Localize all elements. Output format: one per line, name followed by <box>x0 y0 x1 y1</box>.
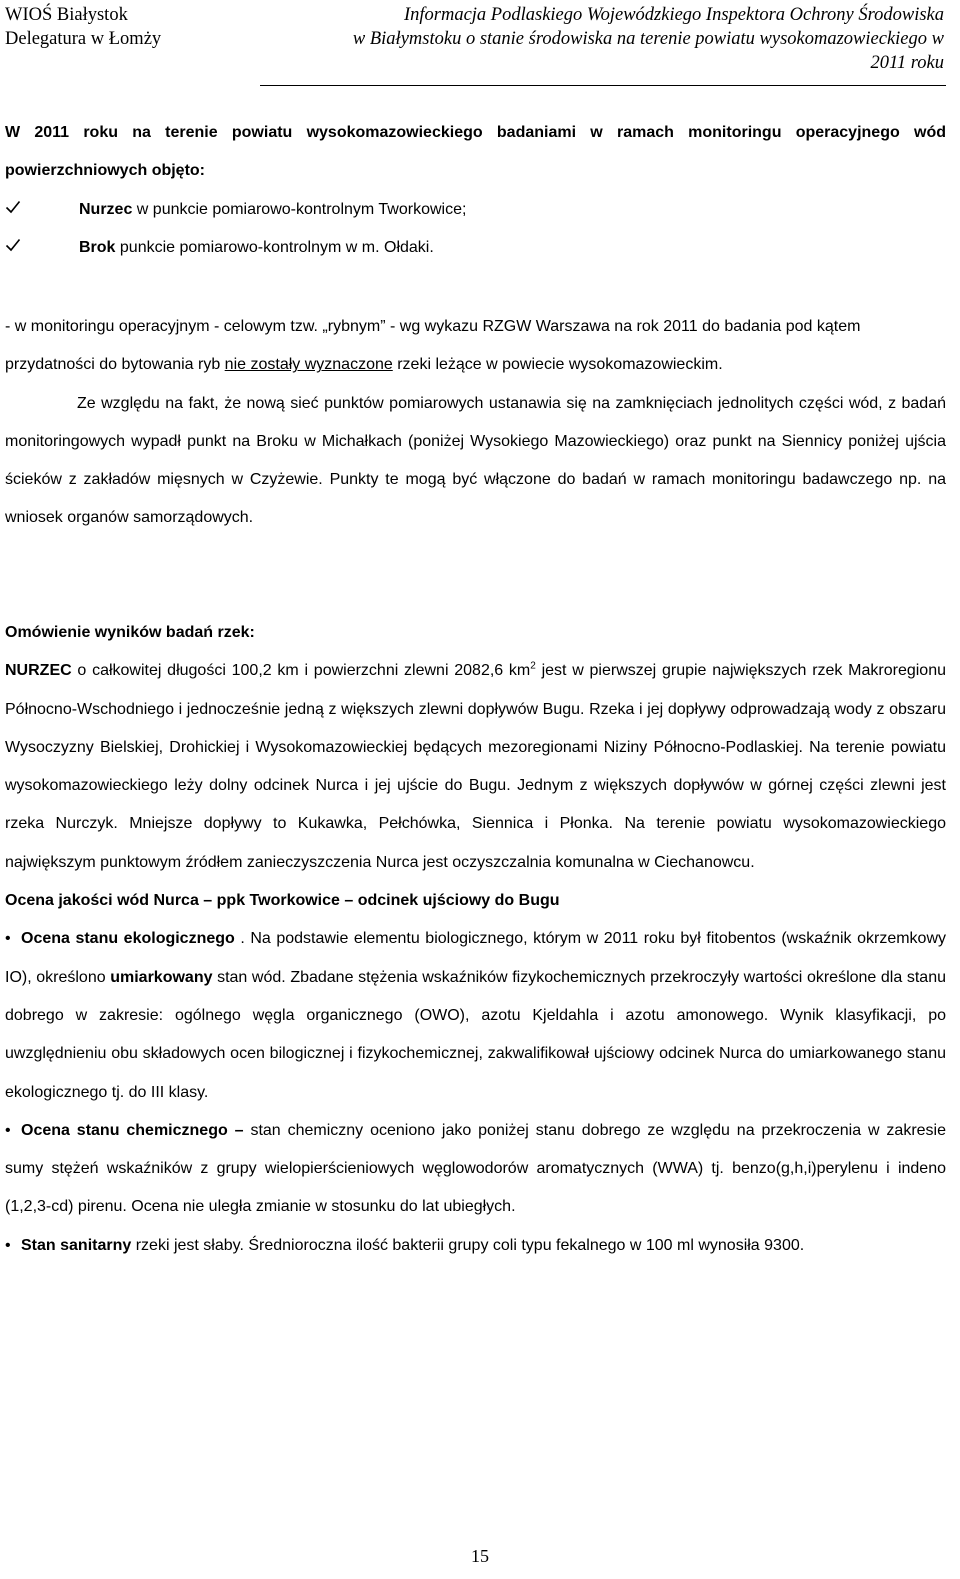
paragraph-text: jest w pierwszej grupie największych rzek Makroregionu Północno-Wschodniego i jednocześnie jedną z większych zlewni dopływów Bugu. Rzeka i jej dopływy odprowadzają wody z obszaru Wysoczyzny Bielskiej, Drohickiej i Wysokomazowieckiej będących mezoregionami Niziny Północno-Podlaskiej. Na terenie powiatu wysokomazowieckiego leży dolny odcinek Nurca i jej ujście do Bugu. Jednym z większych dopływów w górnej części zlewni jest rzeka Nurczyk. Mniejsze dopływy to Kukawka, Pełchówka, Siennica i Płonka. Na terenie powiatu wysokomazowieckiego największym punktowym źródłem zanieczyszczenia Nurca jest oczyszczalnia komunalna w Ciechanowcu. <box>5 662 947 871</box>
page-number: 15 <box>471 1546 489 1566</box>
paragraph-text: o całkowitej długości 100,2 km i powierzchni zlewni 2082,6 km <box>71 662 531 680</box>
header-organization <box>5 3 161 51</box>
bullet-icon: • <box>5 930 11 948</box>
monitoring-paragraph <box>5 308 946 385</box>
paragraph-text: stan chemiczny oceniono jako poniżej stanu dobrego ze względu na przekroczenia w zakresie sumy stężeń wskaźników z grupy wielopierścieniowych węglowodorów aromatycznych (WWA) tj. benzo(g,h,i)perylenu i indeno (1,2,3-cd) pirenu. Ocena nie uległa zmianie w stosunku do lat ubiegłych. <box>5 1121 947 1216</box>
check-mark-icon <box>5 229 25 267</box>
quality-heading-text: Ocena jakości wód Nurca – ppk Tworkowice – odcinek ujściowy do Bugu <box>5 892 560 910</box>
river-name: Nurzec <box>79 200 133 218</box>
status-value: umiarkowany <box>110 968 213 986</box>
dash: – <box>227 1121 251 1139</box>
page-header <box>0 0 960 88</box>
ecological-status-paragraph <box>5 920 946 1111</box>
list-item-text: w punkcie pomiarowo-kontrolnym Tworkowice; <box>132 200 467 218</box>
list-item-text: punkcie pomiarowo-kontrolnym w m. Ołdaki. <box>115 238 434 256</box>
river-name: Brok <box>79 238 116 256</box>
header-title-line: w Białymstoku o stanie środowiska na terenie powiatu wysokomazowieckiego w <box>352 29 944 49</box>
intro-heading: W 2011 roku na terenie powiatu wysokomazowieckiego badaniami w ramach monitoringu operacyjnego wód powierzchniowych objęto: <box>5 124 946 180</box>
chemical-status-paragraph <box>5 1112 946 1227</box>
monitoring-section <box>5 308 946 538</box>
header-title-line: 2011 roku <box>870 53 944 73</box>
paragraph-text: stan wód. Zbadane stężenia wskaźników fizykochemicznych przekroczyły wartości określone dla stanu dobrego w zakresie: ogólnego węgla organicznego (OWO), azotu Kjeldahla i azotu amonowego. Wynik klasyfikacji, po uwzględnieniu obu składowych ocen bilogicznej i fizykochemicznej, zakwalifikował ujściowy odcinek Nurca do umiarkowanego stanu ekologicznego tj. do III klasy. <box>5 968 946 1101</box>
header-org-name: WIOŚ Białystok <box>5 5 128 25</box>
header-divider <box>260 85 946 86</box>
nurzec-paragraph <box>5 652 946 882</box>
paragraph-text: rzeki jest słaby. Średnioroczna ilość bakterii grupy coli typu fekalnego w 100 ml wynosiła 9300. <box>131 1236 805 1254</box>
section-label: Ocena stanu chemicznego <box>21 1121 228 1139</box>
superscript: 2 <box>530 660 536 672</box>
paragraph-text: . Na podstawie elementu biologicznego, którym w 2011 roku był fitobentos (wskaźnik okrzemkowy IO), określono <box>5 930 946 986</box>
river-name: NURZEC <box>5 662 72 680</box>
header-report-title <box>254 3 944 75</box>
list-item <box>5 229 946 267</box>
paragraph-text: rzeki leżące w powiecie wysokomazowieckim. <box>392 356 723 374</box>
header-delegation: Delegatura w Łomży <box>5 29 162 49</box>
bullet-icon: • <box>5 1121 11 1139</box>
section-label: Stan sanitarny <box>21 1236 132 1254</box>
section-label: Ocena stanu ekologicznego <box>21 930 235 948</box>
check-mark-icon <box>5 191 25 229</box>
intro-section <box>5 114 946 267</box>
results-heading: Omówienie wyników badań rzek: <box>5 624 255 641</box>
paragraph-text: - w monitoringu operacyjnym - celowym tzw. „rybnym” - wg wykazu RZGW Warszawa na rok 2011 do badania pod kątem przydatności do bytowania ryb <box>5 318 861 374</box>
bullet-icon: • <box>5 1236 11 1254</box>
header-title-line: Informacja Podlaskiego Wojewódzkiego Inspektora Ochrony Środowiska <box>403 5 944 25</box>
network-note-paragraph: Ze względu na fakt, że nową sieć punktów pomiarowych ustanawia się na zamknięciach jednolitych części wód, z badań monitoringowych wypadł punkt na Broku w Michałkach (poniżej Wysokiego Mazowieckiego) oraz punkt na Siennicy poniżej ujścia ścieków z zakładów mięsnych w Czyżewie. Punkty te mogą być włączone do badań w ramach monitoringu badawczego np. na wniosek organów samorządowych. <box>5 394 946 527</box>
sanitary-status-paragraph <box>5 1227 946 1265</box>
list-item <box>5 191 946 229</box>
underlined-text: nie zostały wyznaczone <box>224 356 393 374</box>
quality-heading <box>5 882 946 920</box>
results-section <box>5 614 946 1265</box>
